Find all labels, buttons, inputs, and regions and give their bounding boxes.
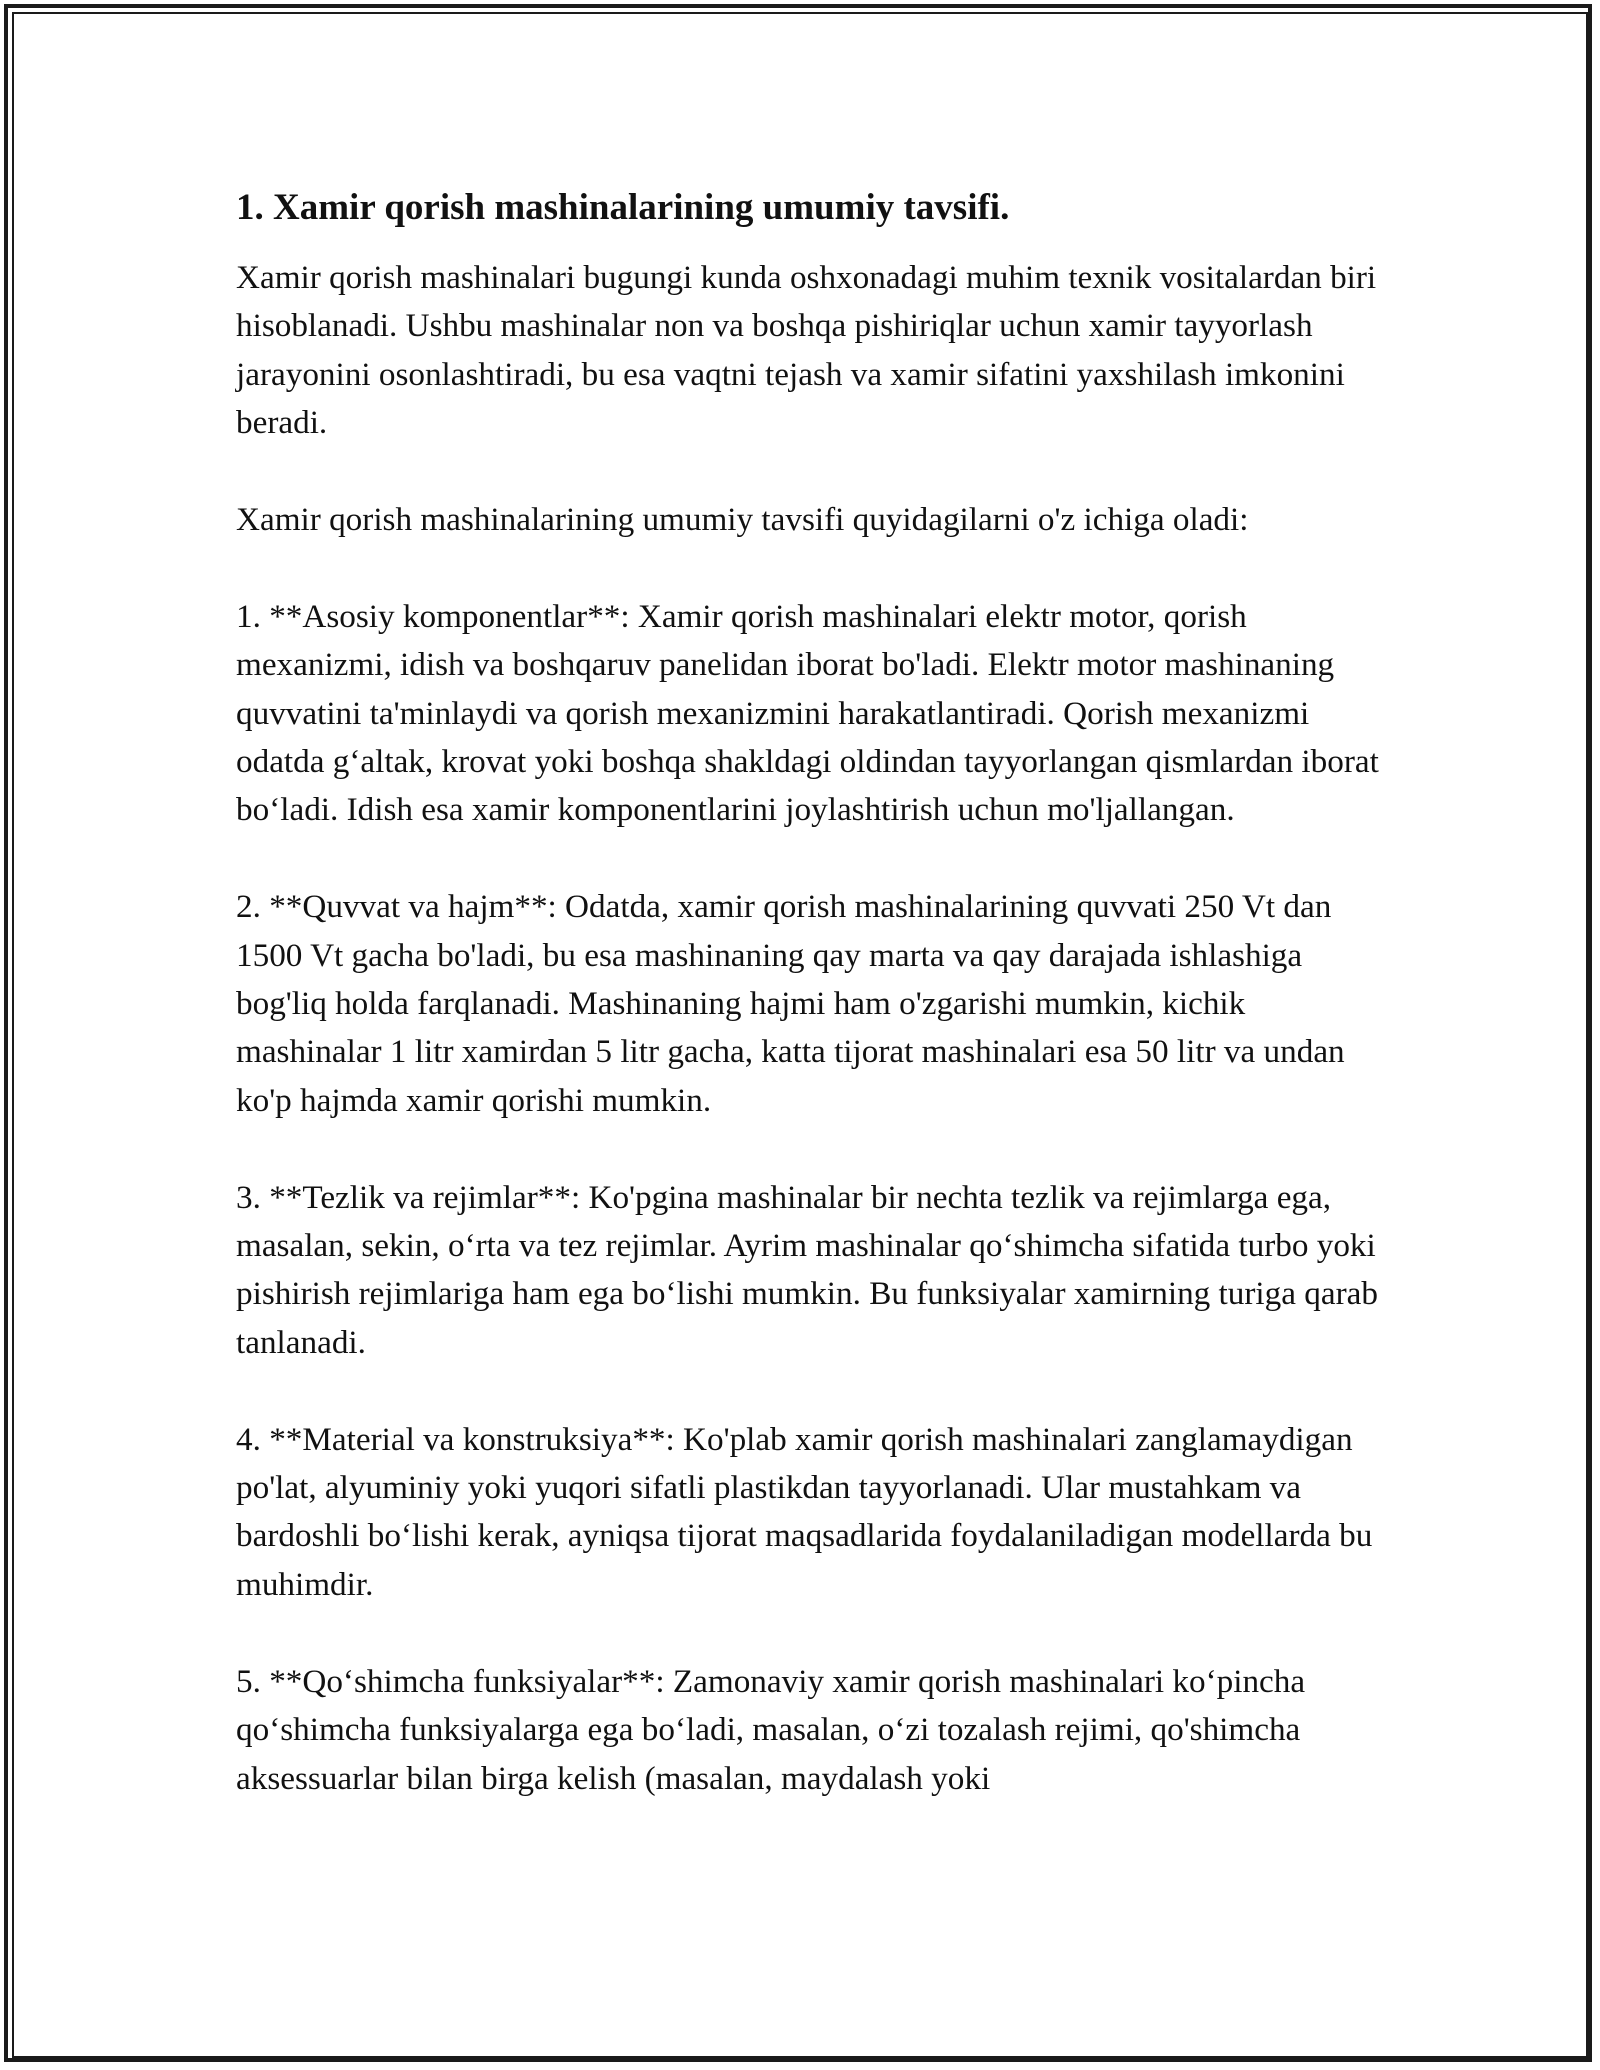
paragraph-intro: Xamir qorish mashinalari bugungi kunda oshxonadagi muhim texnik vositalardan biri hisoblanadi. Ushbu mashinalar non va boshqa pishiriqlar uchun xamir tayyorlash jarayonini osonlashtiradi, bu esa vaqtni tejash va xamir sifatini yaxshilash imkonini beradi. <box>236 259 1377 442</box>
document-body <box>236 184 1386 1803</box>
paragraph-item-4: 4. **Material va konstruksiya**: Ko'plab xamir qorish mashinalari zanglamaydigan po'lat, alyuminiy yoki yuqori sifatli plastikdan tayyorlanadi. Ular mustahkam va bardoshli bo‘lishi kerak, ayniqsa tijorat maqsadlarida foydalaniladigan modellarda bu muhimdir. <box>236 1420 1373 1603</box>
paragraph-overview: Xamir qorish mashinalarining umumiy tavsifi quyidagilarni o'z ichiga oladi: <box>236 501 1249 539</box>
document-title: 1. Xamir qorish mashinalarining umumiy tavsifi. <box>236 187 1010 228</box>
paragraph-item-5: 5. **Qo‘shimcha funksiyalar**: Zamonaviy xamir qorish mashinalari ko‘pincha qo‘shimcha funksiyalarga ega bo‘ladi, masalan, o‘zi tozalash rejimi, qo'shimcha aksessuarlar bilan birga kelish (masalan, maydalash yoki <box>236 1662 1306 1797</box>
paragraph-item-1: 1. **Asosiy komponentlar**: Xamir qorish mashinalari elektr motor, qorish mexanizmi, idish va boshqaruv panelidan iborat bo'ladi. Elektr motor mashinaning quvvatini ta'minlaydi va qorish mexanizmini harakatlantiradi. Qorish mexanizmi odatda g‘altak, krovat yoki boshqa shakldagi oldindan tayyorlangan qismlardan iborat bo‘ladi. Idish esa xamir komponentlarini joylashtirish uchun mo'ljallangan. <box>236 597 1379 829</box>
paragraph-item-2: 2. **Quvvat va hajm**: Odatda, xamir qorish mashinalarining quvvati 250 Vt dan 1500 Vt gacha bo'ladi, bu esa mashinaning qay marta va qay darajada ishlashiga bog'liq holda farqlanadi. Mashinaning hajmi ham o'zgarishi mumkin, kichik mashinalar 1 litr xamirdan 5 litr gacha, katta tijorat mashinalari esa 50 litr va undan ko'p hajmda xamir qorishi mumkin. <box>236 888 1345 1119</box>
paragraph-item-3: 3. **Tezlik va rejimlar**: Ko'pgina mashinalar bir nechta tezlik va rejimlarga ega, masalan, sekin, o‘rta va tez rejimlar. Ayrim mashinalar qo‘shimcha sifatida turbo yoki pishirish rejimlariga ham ega bo‘lishi mumkin. Bu funksiyalar xamirning turiga qarab tanlanadi. <box>236 1178 1378 1361</box>
